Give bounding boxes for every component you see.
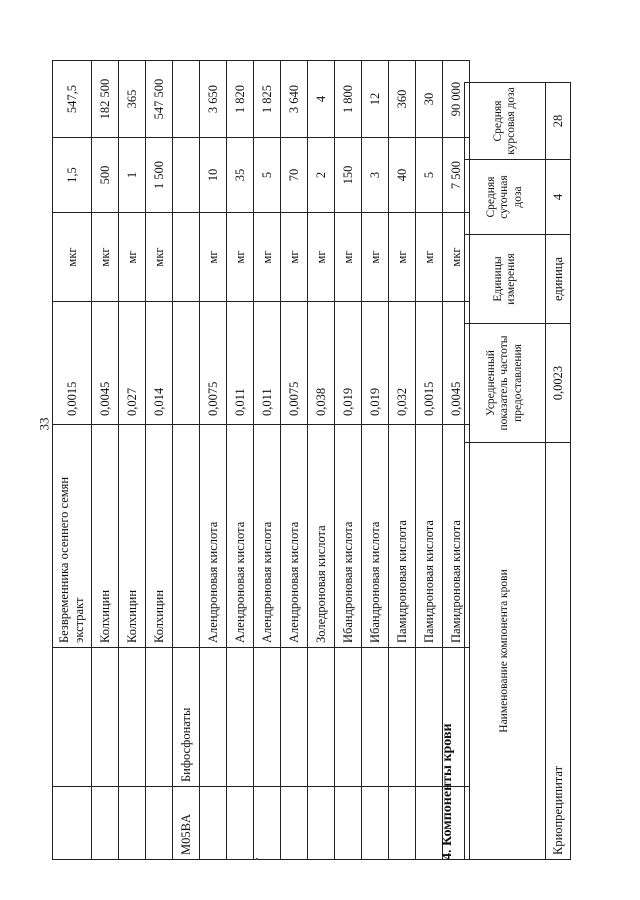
unit-cell: мг: [308, 213, 335, 302]
drug-name-cell: Колхицин: [119, 425, 146, 648]
table-row: [119, 61, 146, 860]
frequency-cell: 0,038: [308, 302, 335, 425]
table-row: [416, 61, 443, 860]
drug-name-cell: Алендроновая кислота: [227, 425, 254, 648]
course-dose-cell: 3 650: [200, 61, 227, 138]
course-dose-cell: 4: [308, 61, 335, 138]
table-row: [254, 61, 281, 860]
group-cell: [146, 648, 173, 787]
header-day: Средняя суточная доза: [465, 160, 546, 235]
drug-name-cell: Колхицин: [146, 425, 173, 648]
atc-cell: [416, 787, 443, 860]
table-row: [173, 61, 200, 860]
blood-components-table: [464, 82, 571, 860]
frequency-cell: 0,019: [335, 302, 362, 425]
atc-cell: [146, 787, 173, 860]
daily-dose-cell: 5: [254, 138, 281, 213]
course-dose-cell: [173, 61, 200, 138]
unit-cell: мг: [416, 213, 443, 302]
drug-name-cell: Алендроновая кислота: [254, 425, 281, 648]
frequency-cell: 0,0075: [281, 302, 308, 425]
table-row: [389, 61, 416, 860]
frequency-cell: [173, 302, 200, 425]
drug-name-cell: Безвременника осеннего семян экстракт: [53, 425, 92, 648]
daily-dose-cell: [173, 138, 200, 213]
table-row: [53, 61, 92, 860]
group-cell: [92, 648, 119, 787]
group-cell: [308, 648, 335, 787]
unit-cell: мг: [227, 213, 254, 302]
drug-name-cell: Алендроновая кислота: [281, 425, 308, 648]
atc-cell: [308, 787, 335, 860]
course-dose-cell: 30: [416, 61, 443, 138]
course-dose-cell: 1 825: [254, 61, 281, 138]
group-cell: [227, 648, 254, 787]
frequency-cell: 0,0015: [416, 302, 443, 425]
table-row: [362, 61, 389, 860]
blood-day: 4: [546, 160, 571, 235]
drug-table: [52, 60, 470, 860]
blood-freq: 0,0023: [546, 324, 571, 443]
header-freq: Усредненный показатель частоты предоставления: [465, 324, 546, 443]
daily-dose-cell: 10: [200, 138, 227, 213]
daily-dose-cell: 70: [281, 138, 308, 213]
frequency-cell: 0,011: [254, 302, 281, 425]
daily-dose-cell: 1,5: [53, 138, 92, 213]
atc-cell: [227, 787, 254, 860]
table-row: [227, 61, 254, 860]
course-dose-cell: 12: [362, 61, 389, 138]
course-dose-cell: 547 500: [146, 61, 173, 138]
table-row: [281, 61, 308, 860]
drug-name-cell: Золедроновая кислота: [308, 425, 335, 648]
unit-cell: мг: [281, 213, 308, 302]
course-dose-cell: 182 500: [92, 61, 119, 138]
unit-cell: мкг: [146, 213, 173, 302]
group-cell: [281, 648, 308, 787]
atc-cell: M05BA: [173, 787, 200, 860]
group-cell: [389, 648, 416, 787]
frequency-cell: 0,0045: [92, 302, 119, 425]
atc-cell: [389, 787, 416, 860]
atc-cell: [281, 787, 308, 860]
drug-name-cell: Памидроновая кислота: [416, 425, 443, 648]
scan-speck: [256, 858, 258, 860]
frequency-cell: 0,0015: [53, 302, 92, 425]
blood-name: Криопреципитат: [546, 443, 571, 860]
daily-dose-cell: 7 500: [443, 138, 470, 213]
atc-cell: [53, 787, 92, 860]
group-cell: [200, 648, 227, 787]
table-row: [200, 61, 227, 860]
frequency-cell: 0,027: [119, 302, 146, 425]
unit-cell: мг: [119, 213, 146, 302]
frequency-cell: 0,032: [389, 302, 416, 425]
daily-dose-cell: 150: [335, 138, 362, 213]
course-dose-cell: 1 800: [335, 61, 362, 138]
unit-cell: мг: [389, 213, 416, 302]
unit-cell: мкг: [443, 213, 470, 302]
frequency-cell: 0,014: [146, 302, 173, 425]
unit-cell: мг: [362, 213, 389, 302]
header-course: Средняя курсовая доза: [465, 83, 546, 160]
blood-course: 28: [546, 83, 571, 160]
atc-cell: [362, 787, 389, 860]
course-dose-cell: 1 820: [227, 61, 254, 138]
drug-name-cell: Ибандроновая кислота: [362, 425, 389, 648]
atc-cell: [92, 787, 119, 860]
atc-cell: [200, 787, 227, 860]
group-cell: [362, 648, 389, 787]
group-cell: [53, 648, 92, 787]
table-row: [146, 61, 173, 860]
group-cell: [335, 648, 362, 787]
table-row: [335, 61, 362, 860]
group-cell: [254, 648, 281, 787]
course-dose-cell: 360: [389, 61, 416, 138]
blood-unit: единица: [546, 235, 571, 324]
frequency-cell: 0,011: [227, 302, 254, 425]
frequency-cell: 0,0075: [200, 302, 227, 425]
unit-cell: мг: [335, 213, 362, 302]
atc-cell: [254, 787, 281, 860]
unit-cell: мкг: [92, 213, 119, 302]
section-title: 4. Компоненты крови: [440, 723, 455, 860]
daily-dose-cell: 40: [389, 138, 416, 213]
frequency-cell: 0,0045: [443, 302, 470, 425]
atc-cell: [119, 787, 146, 860]
daily-dose-cell: 5: [416, 138, 443, 213]
daily-dose-cell: 3: [362, 138, 389, 213]
course-dose-cell: 365: [119, 61, 146, 138]
rotated-content: [52, 40, 612, 860]
unit-cell: мкг: [53, 213, 92, 302]
course-dose-cell: 90 000: [443, 61, 470, 138]
frequency-cell: 0,019: [362, 302, 389, 425]
drug-name-cell: Колхицин: [92, 425, 119, 648]
blood-table-header: [465, 83, 546, 860]
atc-cell: [335, 787, 362, 860]
group-cell: [416, 648, 443, 787]
daily-dose-cell: 1 500: [146, 138, 173, 213]
daily-dose-cell: 1: [119, 138, 146, 213]
drug-name-cell: Памидроновая кислота: [389, 425, 416, 648]
daily-dose-cell: 35: [227, 138, 254, 213]
drug-name-cell: [173, 425, 200, 648]
header-unit: Единицы измерения: [465, 235, 546, 324]
table-row: [546, 83, 571, 860]
daily-dose-cell: 2: [308, 138, 335, 213]
unit-cell: мг: [200, 213, 227, 302]
unit-cell: мг: [254, 213, 281, 302]
drug-name-cell: Ибандроновая кислота: [335, 425, 362, 648]
table-row: [92, 61, 119, 860]
drug-name-cell: Алендроновая кислота: [200, 425, 227, 648]
daily-dose-cell: 500: [92, 138, 119, 213]
header-name: Наименование компонента крови: [465, 443, 546, 860]
unit-cell: [173, 213, 200, 302]
table-row: [308, 61, 335, 860]
course-dose-cell: 3 640: [281, 61, 308, 138]
group-cell: [119, 648, 146, 787]
group-cell: Бифосфонаты: [173, 648, 200, 787]
drug-name-cell: Памидроновая кислота: [443, 425, 470, 648]
page-number: 33: [36, 417, 52, 431]
course-dose-cell: 547,5: [53, 61, 92, 138]
